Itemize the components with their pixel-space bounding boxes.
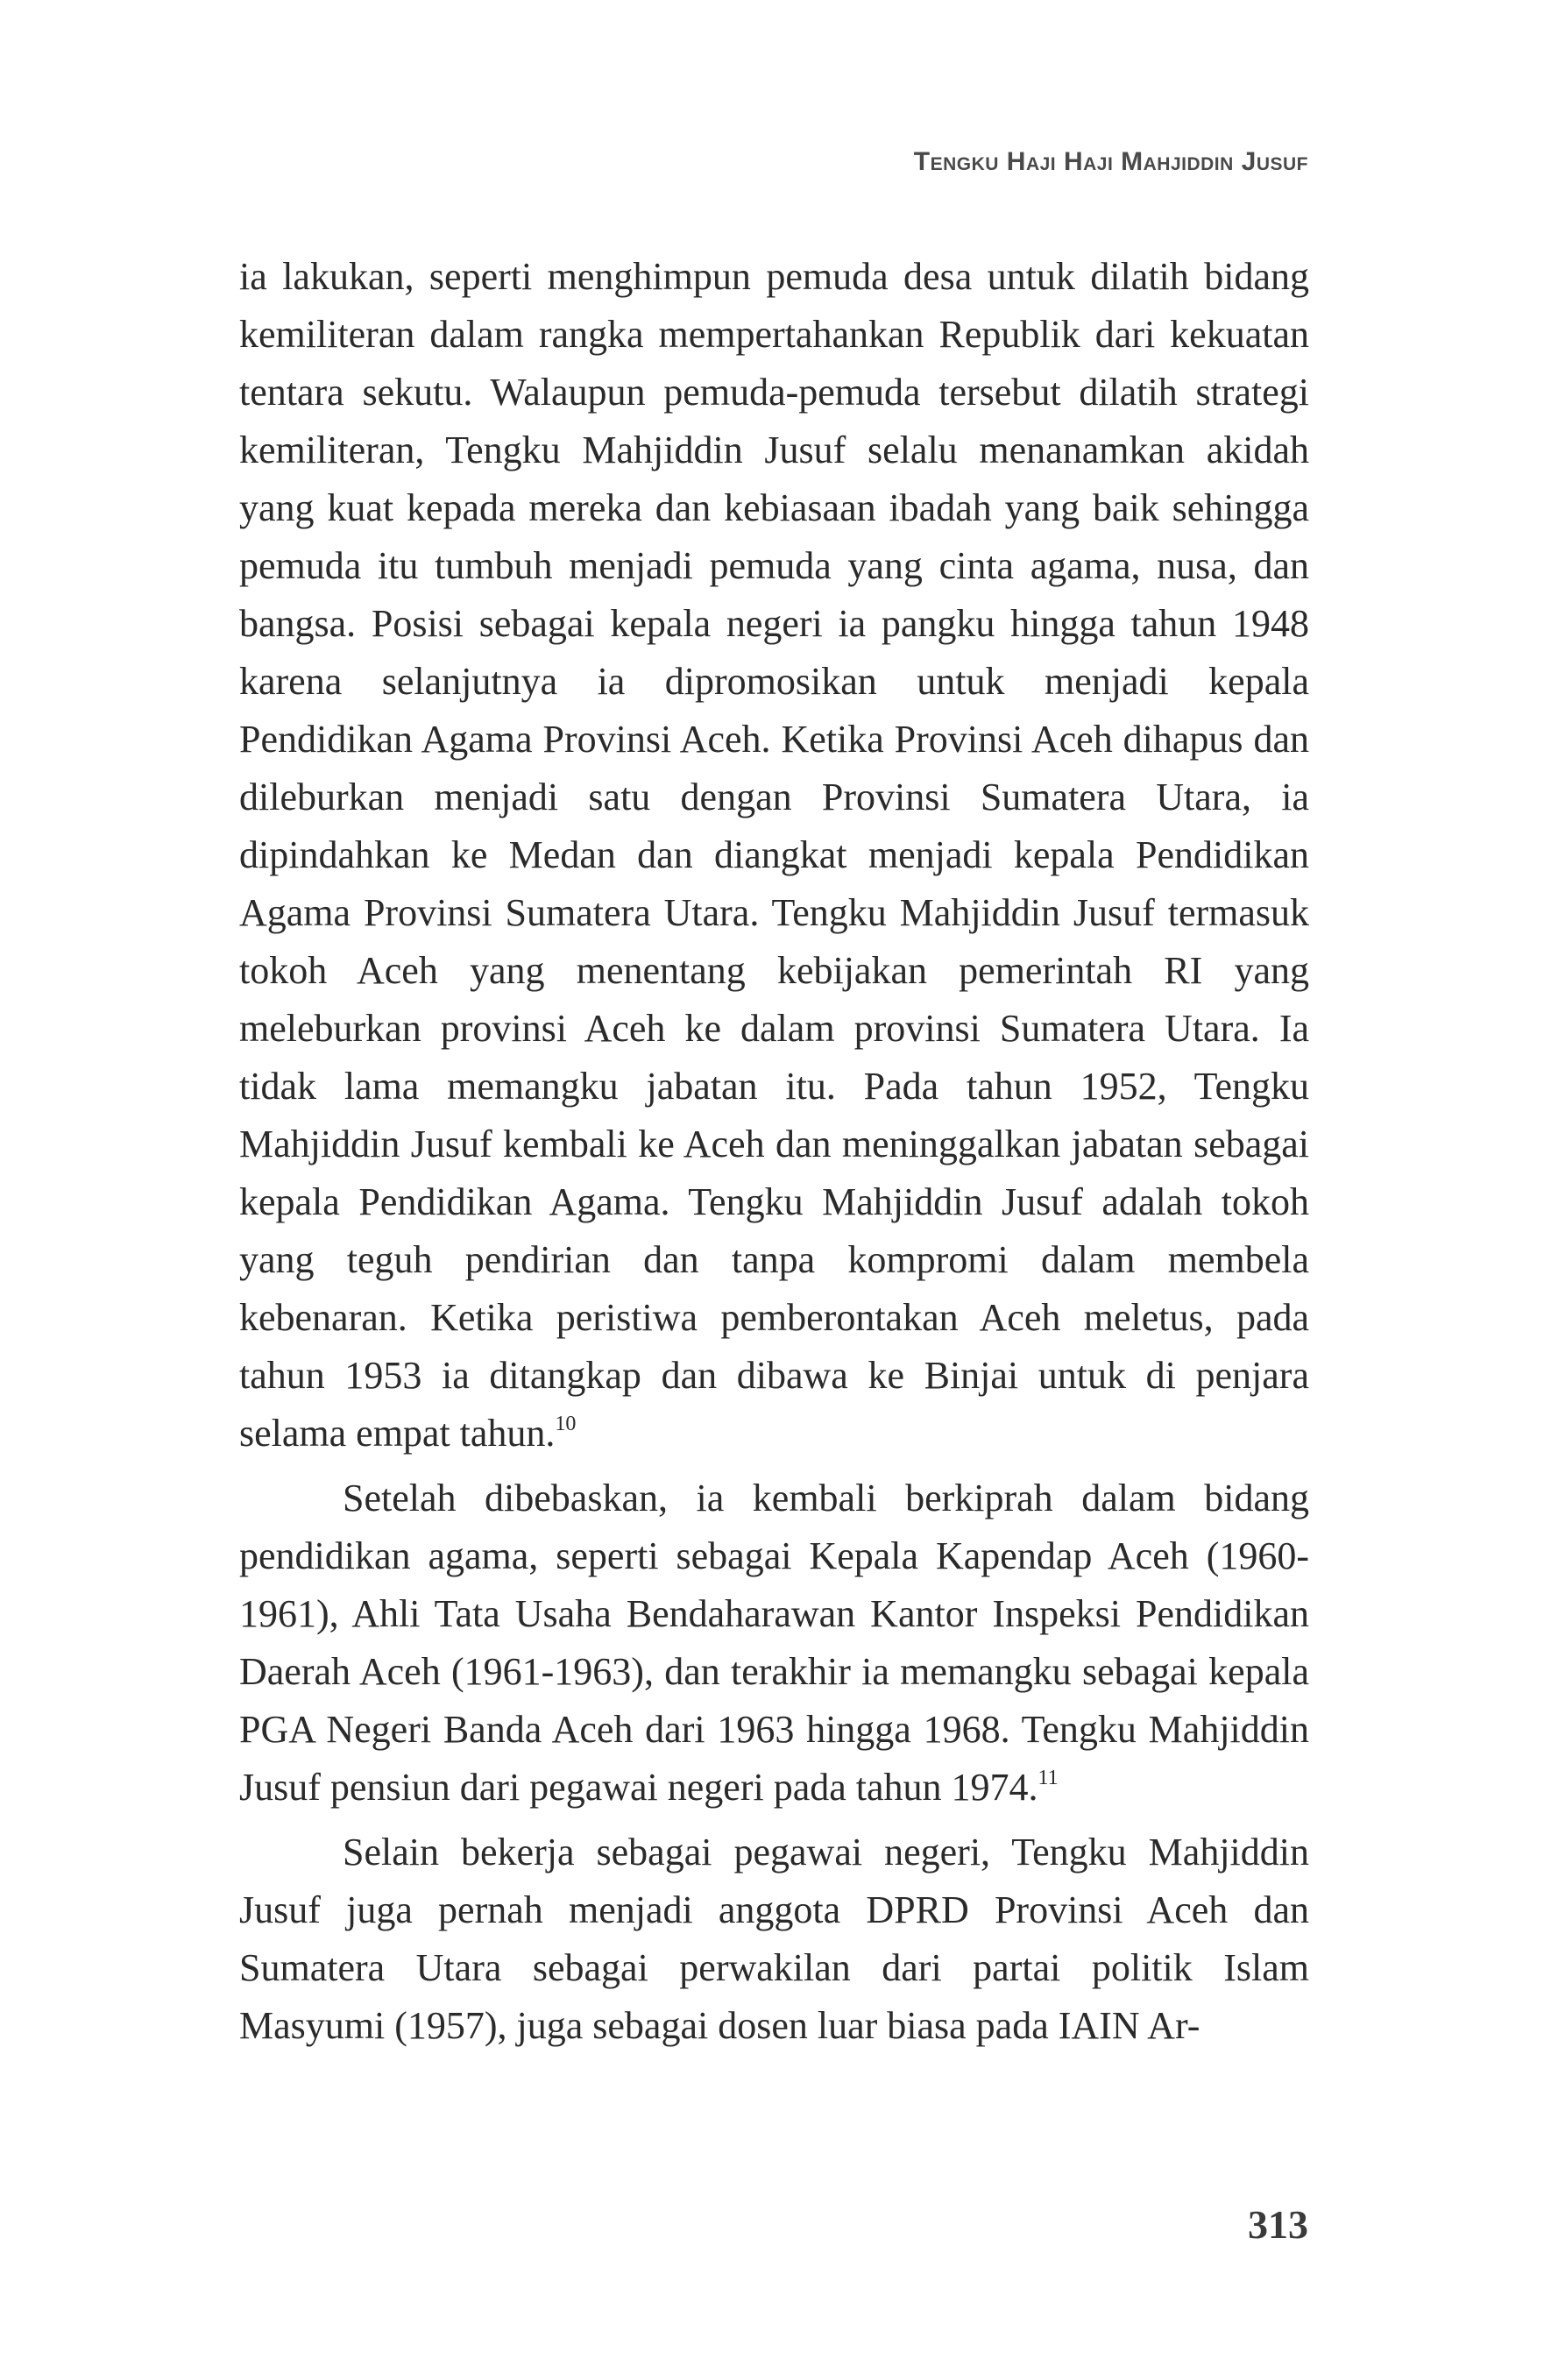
- page-number: 313: [1248, 2202, 1308, 2247]
- footnote-ref-11: 11: [1038, 1767, 1059, 1789]
- paragraph-1: [239, 248, 1309, 1463]
- body-text: [239, 248, 1309, 2055]
- paragraph-2-text: Setelah dibebaskan, ia kembali berkiprah dalam bidang pendidikan agama, seperti sebagai Kepala Kapendap Aceh (1960-1961), Ahli Tata Usaha Bendaharawan Kantor Inspeksi Pendidikan Daerah Aceh (1961-1963), dan terakhir ia memangku sebagai kepala PGA Negeri Banda Aceh dari 1963 hingga 1968. Tengku Mahjiddin Jusuf pensiun dari pegawai negeri pada tahun 1974.: [239, 1477, 1309, 1809]
- paragraph-3-text: Selain bekerja sebagai pegawai negeri, Tengku Mahjiddin Jusuf juga pernah menjadi anggota DPRD Provinsi Aceh dan Sumatera Utara sebagai perwakilan dari partai politik Islam Masyumi (1957), juga sebagai dosen luar biasa pada IAIN Ar-: [239, 1831, 1309, 2047]
- footnote-ref-10: 10: [555, 1413, 577, 1435]
- running-head-title: Tengku Haji Haji Mahjiddin Jusuf: [913, 147, 1308, 176]
- paragraph-1-text: ia lakukan, seperti menghimpun pemuda desa untuk dilatih bidang kemiliteran dalam rangka mempertahankan Republik dari kekuatan tentara sekutu. Walaupun pemuda-pemuda tersebut dilatih strategi kemiliteran, Tengku Mahjiddin Jusuf selalu menanamkan akidah yang kuat kepada mereka dan kebiasaan ibadah yang baik sehingga pemuda itu tumbuh menjadi pemuda yang cinta agama, nusa, dan bangsa. Posisi sebagai kepala negeri ia pangku hingga tahun 1948 karena selanjutnya ia dipromosikan untuk menjadi kepala Pendidikan Agama Provinsi Aceh. Ketika Provinsi Aceh dihapus dan dileburkan menjadi satu dengan Provinsi Sumatera Utara, ia dipindahkan ke Medan dan diangkat menjadi kepala Pendidikan Agama Provinsi Sumatera Utara. Tengku Mahjiddin Jusuf termasuk tokoh Aceh yang menentang kebijakan pemerintah RI yang meleburkan provinsi Aceh ke dalam provinsi Sumatera Utara. Ia tidak lama memangku jabatan itu. Pada tahun 1952, Tengku Mahjiddin Jusuf kembali ke Aceh dan meninggalkan jabatan sebagai kepala Pendidikan Agama. Tengku Mahjiddin Jusuf adalah tokoh yang teguh pendirian dan tanpa kompromi dalam membela kebenaran. Ketika peristiwa pemberontakan Aceh meletus, pada tahun 1953 ia ditangkap dan dibawa ke Binjai untuk di penjara selama empat tahun.: [239, 255, 1309, 1455]
- paragraph-2: [239, 1470, 1309, 1817]
- paragraph-3: [239, 1824, 1309, 2055]
